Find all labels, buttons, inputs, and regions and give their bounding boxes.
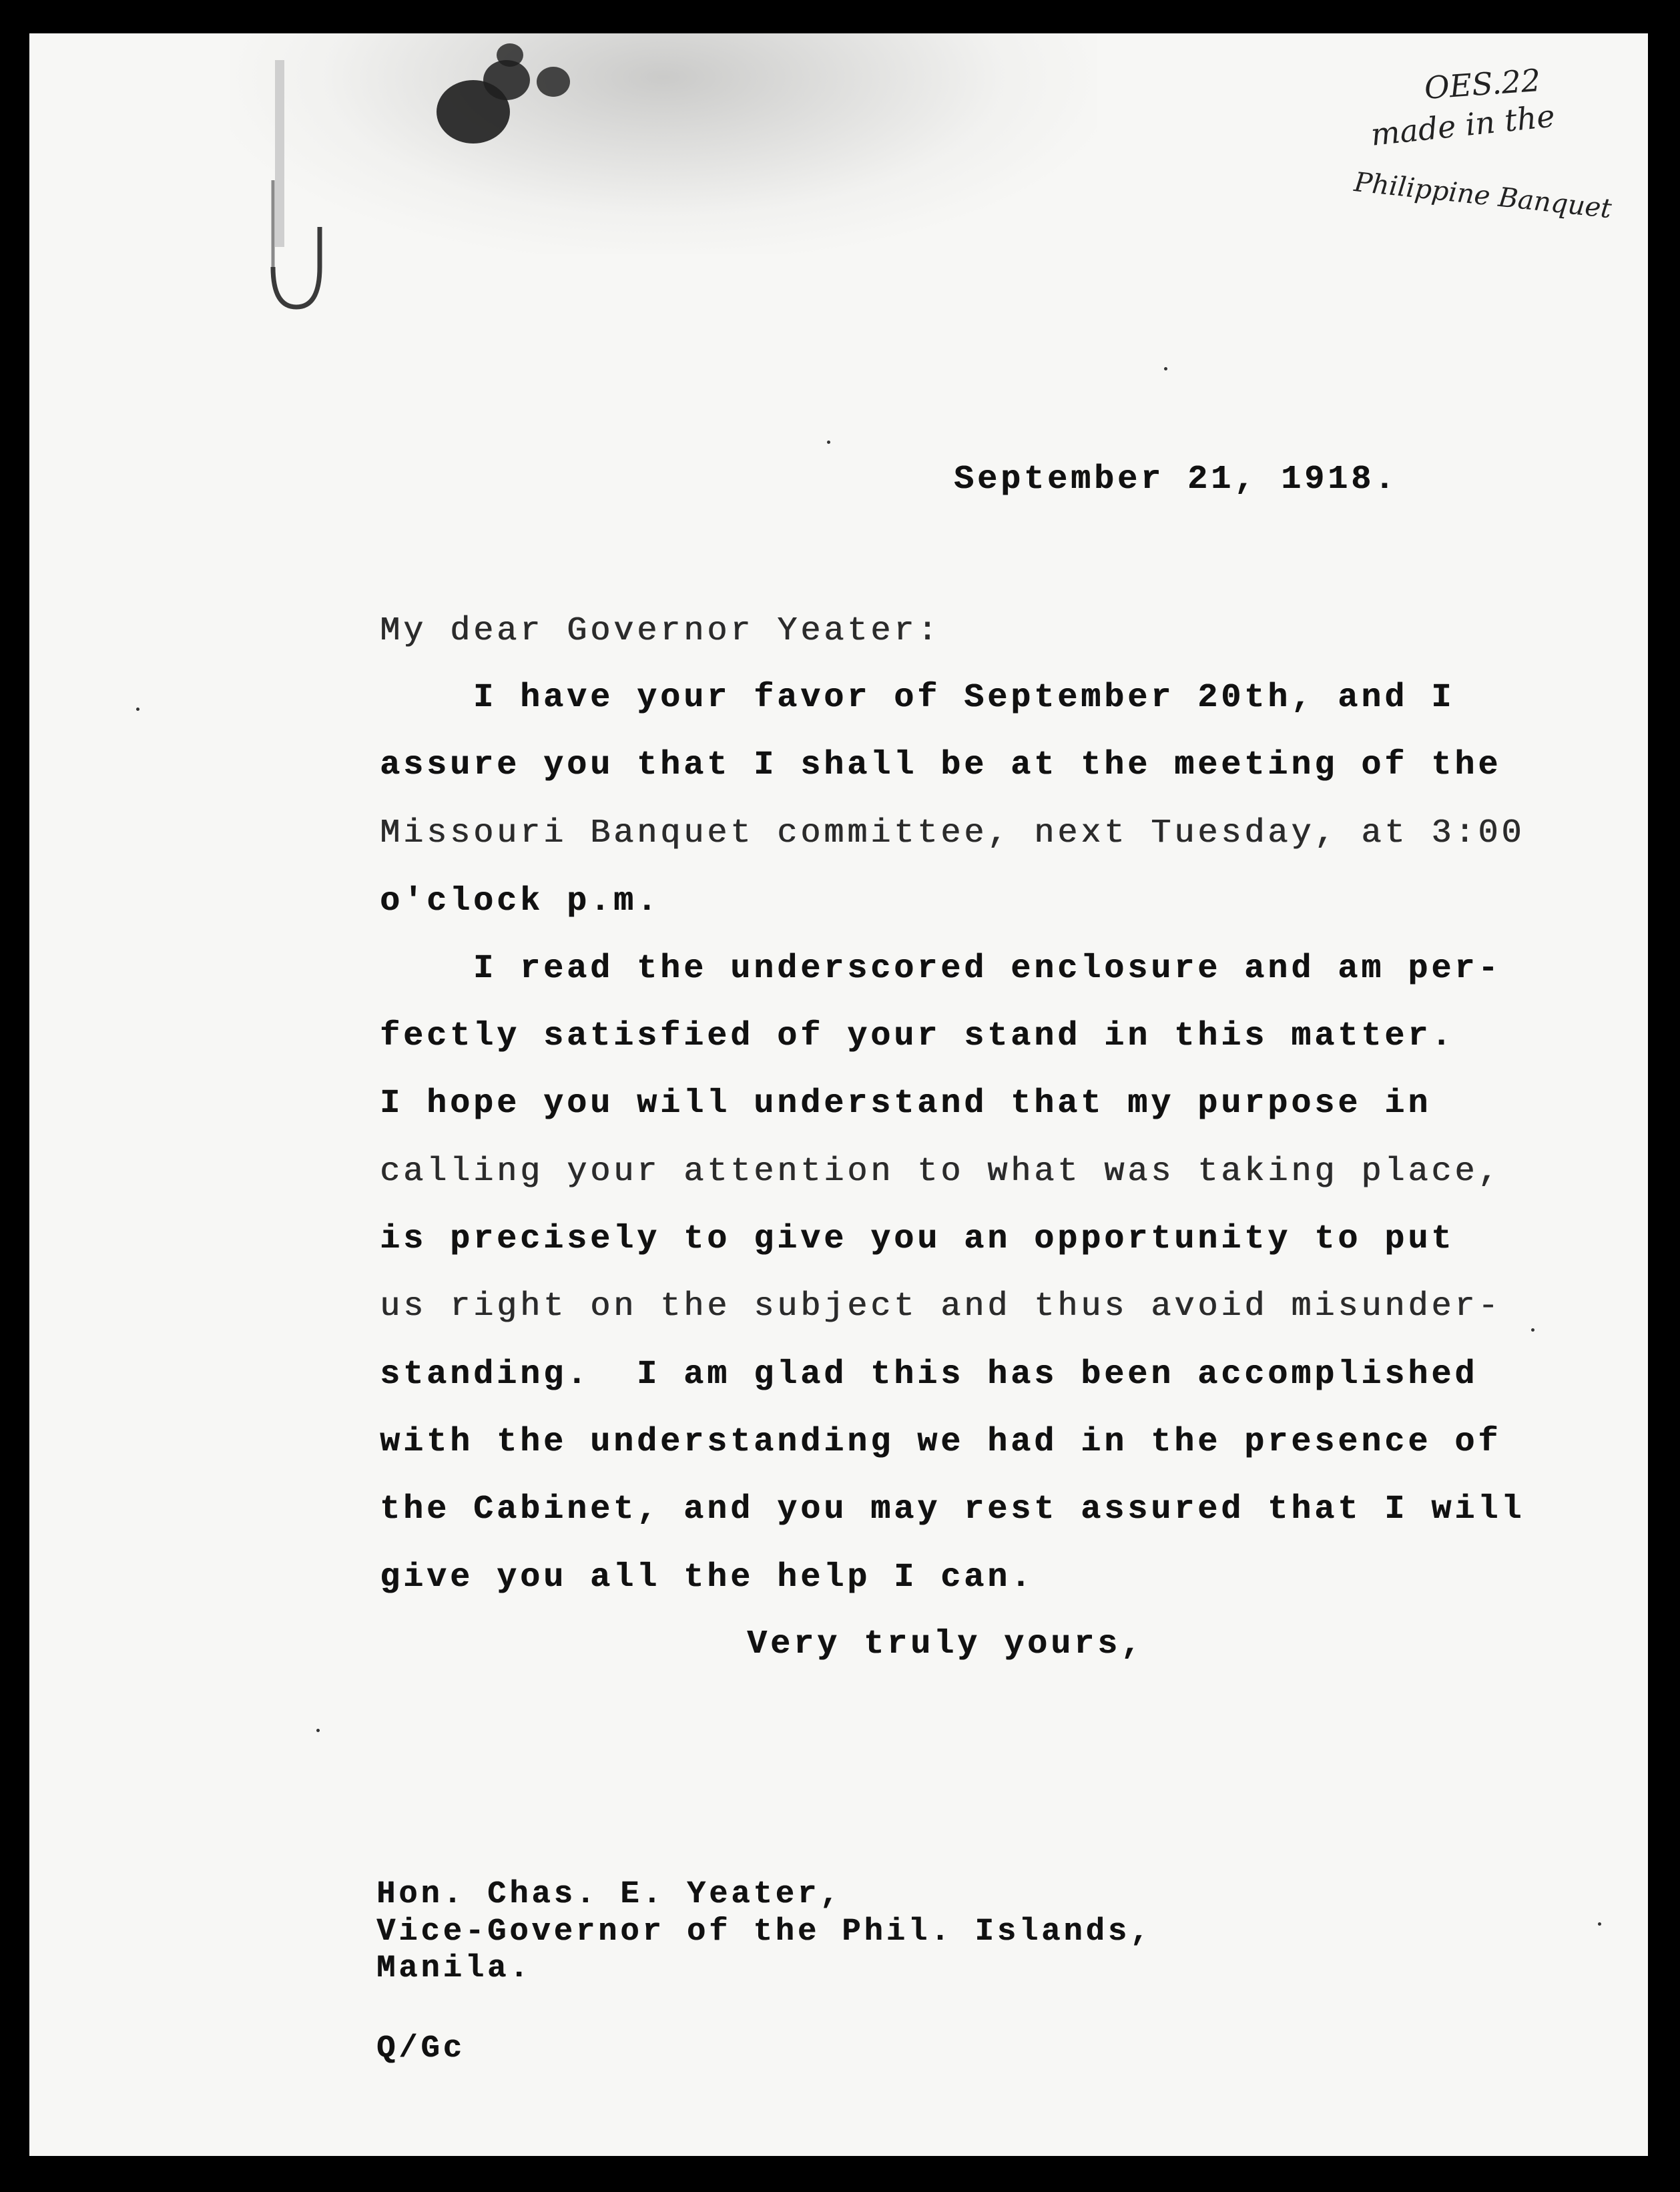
speck [1531,1328,1534,1332]
body-line: give you all the help I can. [380,1559,1035,1597]
body-line: o'clock p.m. [380,882,661,920]
paper-clip-icon [240,47,326,327]
speck [316,1729,320,1732]
speck [1598,1922,1601,1926]
body-line: standing. I am glad this has been accomplished [380,1356,1478,1394]
speck [1164,367,1167,370]
body-line: assure you that I shall be at the meeting of the [380,746,1502,784]
salutation: My dear Governor Yeater: [380,612,941,650]
ink-blot [537,67,570,97]
body-line: I read the underscored enclosure and am per- [380,950,1502,988]
body-line: with the understanding we had in the presence of [380,1423,1502,1461]
body-line: is precisely to give you an opportunity to put [380,1220,1455,1258]
body-line: us right on the subject and thus avoid misunder- [380,1288,1502,1326]
smudge [230,33,1097,254]
speck [827,441,830,444]
body-line: I hope you will understand that my purpose in [380,1085,1432,1123]
addressee-line: Manila. [376,1951,532,1986]
closing: Very truly yours, [747,1625,1145,1663]
letter-page [29,33,1648,2156]
speck [136,708,139,711]
addressee-line: Vice-Governor of the Phil. Islands, [376,1914,1153,1950]
body-line: fectly satisfied of your stand in this matter. [380,1017,1455,1055]
addressee-line: Hon. Chas. E. Yeater, [376,1877,842,1912]
margin-note-line1: made in the [1369,97,1557,153]
margin-note-line2: Philippine Banquet [1352,167,1613,225]
body-line: Missouri Banquet committee, next Tuesday, at 3:00 [380,814,1525,852]
letter-date: September 21, 1918. [954,461,1398,499]
typist-initials: Q/Gc [376,2031,465,2067]
ink-blot [497,43,523,67]
body-line: the Cabinet, and you may rest assured that I will [380,1490,1525,1529]
margin-note-code: OES.22 [1423,61,1542,106]
body-line: calling your attention to what was taking place, [380,1153,1502,1191]
body-line: I have your favor of September 20th, and I [380,679,1455,717]
